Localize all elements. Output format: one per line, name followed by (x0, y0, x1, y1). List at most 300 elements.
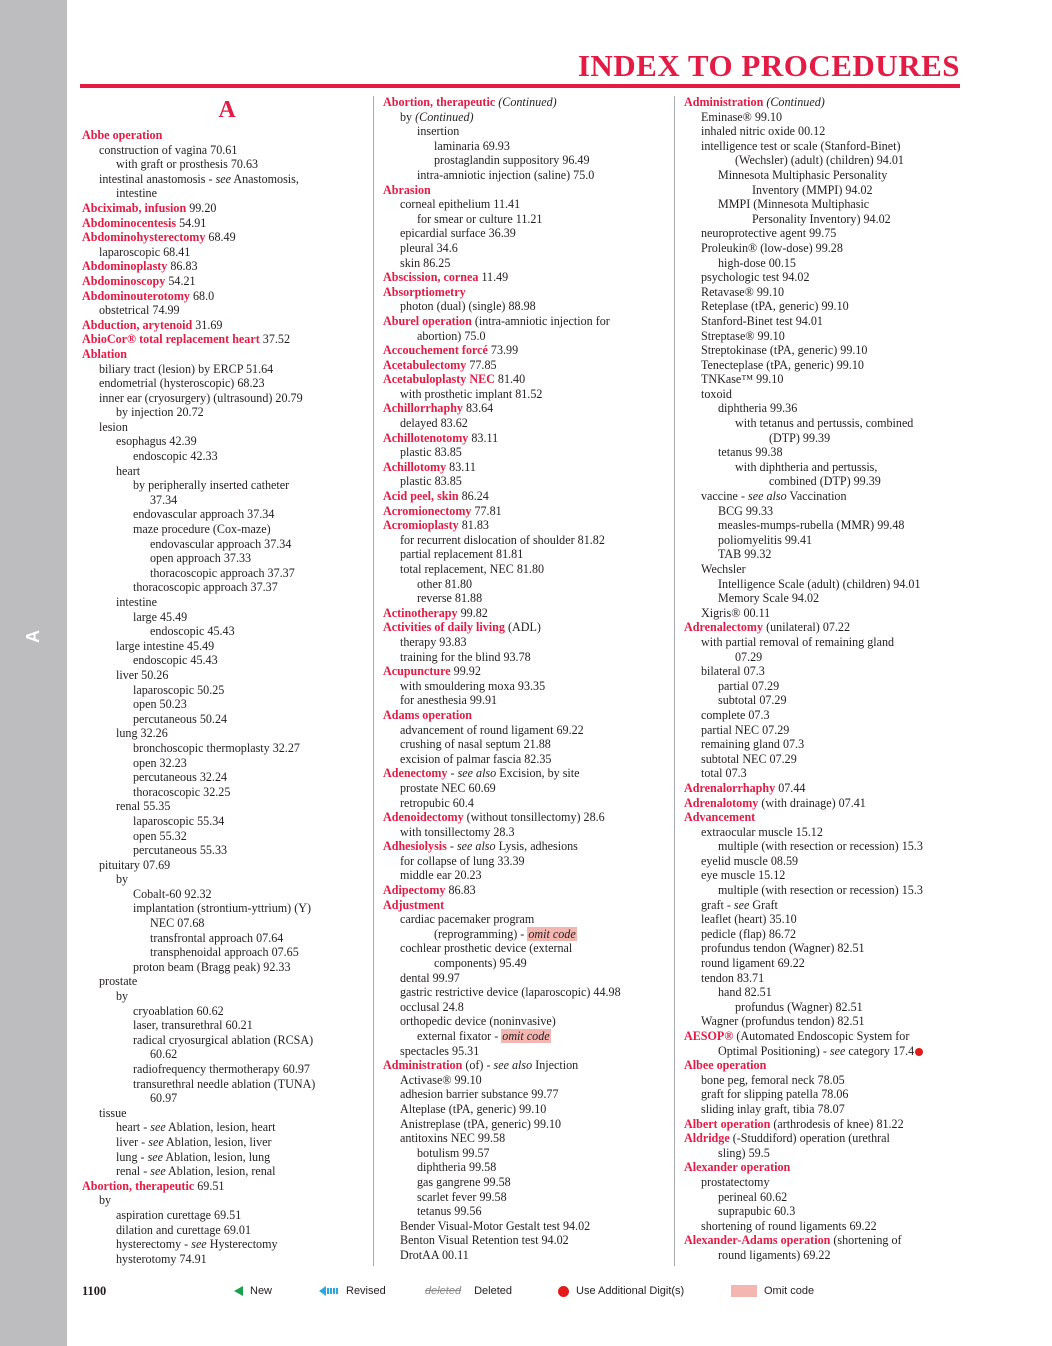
entry-text: Memory Scale 94.02 (718, 591, 820, 606)
entry-text: cardiac pacemaker program (400, 912, 535, 927)
entry-text: (without tonsillectomy) 28.6 (463, 810, 605, 825)
index-subterm (383, 825, 671, 840)
index-main-term (684, 1233, 974, 1248)
entry-text: Ablation, lesion, liver (163, 1134, 272, 1149)
index-subterm (82, 1150, 372, 1165)
entry-text: by (400, 109, 416, 124)
term-label: Achillotomy (383, 459, 447, 474)
index-subterm (82, 143, 372, 158)
index-main-term (383, 401, 671, 416)
index-subterm (82, 653, 372, 668)
cross-reference-label: see (191, 1237, 207, 1252)
term-label: Achillotenotomy (383, 430, 469, 445)
index-main-term (383, 518, 671, 533)
cross-reference-label: see also (456, 839, 496, 854)
entry-text: for collapse of lung 33.39 (400, 853, 525, 868)
entry-text: Anastomosis, (231, 171, 299, 186)
entry-text: renal - (116, 1164, 151, 1179)
entry-text: laser, transurethral 60.21 (133, 1018, 253, 1033)
cross-reference-label: see (150, 1120, 166, 1135)
entry-text: complete 07.3 (701, 707, 770, 722)
term-label: Adenoidectomy (383, 810, 464, 825)
index-subterm (82, 989, 372, 1004)
entry-text: total replacement, NEC 81.80 (400, 562, 545, 576)
entry-text: Alteplase (tPA, generic) 99.10 (400, 1101, 547, 1116)
entry-text: shortening of round ligaments 69.22 (701, 1218, 877, 1233)
entry-text: with smouldering moxa 93.35 (400, 678, 546, 693)
index-main-term (82, 332, 372, 347)
index-subterm (684, 723, 974, 738)
entry-text: Xigris® 00.11 (701, 605, 771, 620)
index-subterm (684, 693, 974, 708)
index-subterm (383, 577, 671, 592)
index-subterm (383, 416, 671, 431)
index-subterm (383, 1233, 671, 1248)
index-subterm (82, 843, 372, 858)
index-subterm (684, 460, 974, 475)
index-subterm (684, 489, 974, 504)
entry-text: antitoxins NEC 99.58 (400, 1131, 506, 1146)
entry-text: multiple (with resection or recession) 15.3 (718, 839, 923, 854)
entry-text: measles-mumps-rubella (MMR) 99.48 (718, 518, 905, 533)
index-subterm (82, 1106, 372, 1121)
entry-text: (unilateral) 07.22 (763, 620, 851, 635)
entry-text: high-dose 00.15 (718, 255, 796, 270)
revised-arrow-icon (319, 1286, 339, 1296)
index-main-term (383, 708, 671, 723)
term-label: Albee operation (684, 1058, 767, 1073)
entry-text: DrotAA 00.11 (400, 1247, 469, 1262)
entry-text: pleural 34.6 (400, 240, 458, 255)
index-subterm (684, 1014, 974, 1029)
index-subterm (383, 445, 671, 460)
entry-text: multiple (with resection or recession) 15.3 (718, 883, 923, 898)
index-subterm (684, 256, 974, 271)
entry-text: tetanus 99.38 (718, 445, 783, 460)
index-subterm (684, 679, 974, 694)
entry-text: transurethral needle ablation (TUNA) (133, 1076, 316, 1091)
entry-text: cryoablation 60.62 (133, 1003, 224, 1018)
entry-text: vaccine - (701, 489, 748, 504)
index-subterm (82, 799, 372, 814)
index-subterm (82, 391, 372, 406)
index-subterm (684, 1146, 974, 1161)
index-subterm (82, 1004, 372, 1019)
index-subterm (82, 537, 372, 552)
index-subterm (383, 1248, 671, 1263)
entry-text: 81.40 (494, 372, 526, 387)
index-subterm (383, 1146, 671, 1161)
entry-text: tissue (99, 1105, 127, 1120)
index-subterm (82, 507, 372, 522)
entry-text: partial replacement 81.81 (400, 547, 524, 562)
entry-text: 69.51 (194, 1178, 225, 1193)
index-subterm (684, 1204, 974, 1219)
entry-text: liver 50.26 (116, 667, 169, 682)
entry-text: Ablation, lesion, heart (165, 1120, 276, 1135)
entry-text: by (99, 1193, 112, 1208)
entry-text: Graft (749, 897, 778, 912)
index-subterm (82, 1062, 372, 1077)
additional-digit-dot-icon (915, 1048, 923, 1056)
entry-text: (ADL) (504, 620, 541, 635)
index-subterm (684, 226, 974, 241)
index-main-term (684, 1117, 974, 1132)
entry-text: 86.83 (445, 883, 476, 898)
index-subterm (383, 1175, 671, 1190)
index-subterm (82, 566, 372, 581)
entry-text: by injection 20.72 (116, 405, 204, 420)
index-subterm (684, 1248, 974, 1263)
entry-text: corneal epithelium 11.41 (400, 197, 521, 212)
entry-text: intestine (116, 595, 157, 609)
term-label: Adams operation (383, 707, 473, 722)
entry-text: Streptokinase (tPA, generic) 99.10 (701, 343, 868, 358)
index-subterm (684, 971, 974, 986)
cross-reference-label: see (147, 1149, 164, 1164)
entry-text: (DTP) 99.39 (769, 430, 831, 445)
index-subterm (383, 1087, 671, 1102)
term-label: Adrenalorrhaphy (684, 780, 776, 795)
entry-text: partial 07.29 (718, 678, 780, 693)
entry-text: proton beam (Bragg peak) 92.33 (133, 959, 291, 974)
index-column-2 (383, 95, 671, 1263)
index-subterm (82, 449, 372, 464)
entry-text: 60.97 (150, 1091, 178, 1106)
index-main-term (383, 620, 671, 635)
entry-text: dental 99.97 (400, 970, 460, 985)
term-label: Abortion, therapeutic (383, 95, 496, 109)
index-subterm (383, 591, 671, 606)
additional-digit-dot-icon (558, 1286, 569, 1297)
term-label: Abscission, cornea (383, 270, 479, 285)
index-main-term (383, 183, 671, 198)
entry-text: gas gangrene 99.58 (417, 1174, 511, 1189)
entry-text: biliary tract (lesion) by ERCP 51.64 (99, 361, 274, 376)
entry-text: 37.34 (150, 492, 178, 507)
entry-text: insertion (417, 124, 460, 139)
omit-code-label: omit code (528, 926, 576, 941)
term-label: Abbe operation (82, 128, 163, 142)
entry-text: Excision, by site (496, 766, 580, 781)
index-subterm (684, 708, 974, 723)
index-subterm (82, 1033, 372, 1048)
entry-text: percutaneous 55.33 (133, 843, 228, 858)
index-main-term (82, 201, 372, 216)
index-subterm (684, 372, 974, 387)
index-subterm (82, 1193, 372, 1208)
index-main-term (82, 347, 372, 362)
entry-text: maze procedure (Cox-maze) (133, 522, 271, 537)
index-main-term (684, 1160, 974, 1175)
index-subterm (82, 1018, 372, 1033)
index-subterm (684, 1000, 974, 1015)
entry-text: BCG 99.33 (718, 503, 774, 518)
entry-text: psychologic test 94.02 (701, 270, 810, 285)
index-main-term (684, 1058, 974, 1073)
section-letter: A (218, 97, 236, 123)
index-subterm (82, 1237, 372, 1252)
index-subterm (383, 241, 671, 256)
index-subterm (684, 577, 974, 592)
index-subterm (383, 139, 671, 154)
index-subterm (684, 474, 974, 489)
term-label: Activities of daily living (383, 620, 505, 635)
index-subterm (82, 639, 372, 654)
index-main-term (684, 1029, 974, 1044)
index-subterm (82, 960, 372, 975)
index-subterm (383, 912, 671, 927)
entry-text: reverse 81.88 (417, 591, 483, 606)
term-label: Abduction, arytenoid (82, 317, 193, 332)
term-label: Abdominocentesis (82, 215, 177, 230)
index-column-3 (684, 95, 974, 1263)
entry-text: total 07.3 (701, 766, 747, 781)
index-subterm (82, 712, 372, 727)
term-label: Administration (684, 95, 764, 109)
index-main-term (82, 216, 372, 231)
index-subterm (383, 1029, 671, 1044)
index-subterm (684, 401, 974, 416)
index-subterm (684, 737, 974, 752)
index-subterm (383, 1117, 671, 1132)
entry-text: with graft or prosthesis 70.63 (116, 157, 259, 172)
index-subterm (684, 212, 974, 227)
entry-text: poliomyelitis 99.41 (718, 532, 813, 547)
entry-text: remaining gland 07.3 (701, 737, 805, 752)
index-subterm (82, 726, 372, 741)
term-label: Actinotherapy (383, 605, 458, 620)
entry-text: bone peg, femoral neck 78.05 (701, 1072, 845, 1087)
entry-text: round ligaments) 69.22 (718, 1247, 831, 1262)
entry-text: 83.64 (462, 401, 494, 416)
entry-text: category 17.4 (845, 1043, 915, 1058)
index-main-term (684, 620, 974, 635)
cross-reference-label: see (215, 171, 232, 186)
entry-text: leaflet (heart) 35.10 (701, 912, 797, 927)
term-label: Aburel operation (383, 313, 472, 328)
entry-text: Personality Inventory) 94.02 (752, 211, 891, 226)
legend-new (234, 1285, 272, 1297)
entry-text: 99.92 (450, 664, 481, 679)
index-subterm (383, 679, 671, 694)
index-subterm (383, 533, 671, 548)
entry-text: training for the blind 93.78 (400, 649, 531, 664)
index-subterm (383, 387, 671, 402)
entry-text: endoscopic 45.43 (133, 653, 218, 668)
term-label: Adrenalectomy (684, 620, 764, 635)
index-subterm (684, 387, 974, 402)
entry-text: delayed 83.62 (400, 416, 468, 431)
index-subterm (684, 343, 974, 358)
index-subterm (684, 416, 974, 431)
index-subterm (82, 172, 372, 187)
index-subterm (684, 110, 974, 125)
entry-text: 77.85 (466, 357, 497, 372)
title-rule (80, 84, 960, 88)
entry-text: open 32.23 (133, 755, 187, 770)
index-subterm (82, 434, 372, 449)
entry-text: graft for slipping patella 78.06 (701, 1087, 849, 1102)
index-subterm (684, 445, 974, 460)
new-triangle-icon (234, 1286, 243, 1296)
index-subterm (684, 1102, 974, 1117)
entry-text: prostatectomy (701, 1174, 770, 1189)
entry-text: adhesion barrier substance 99.77 (400, 1087, 559, 1102)
index-main-term (82, 318, 372, 333)
term-label: Abdominoplasty (82, 259, 168, 274)
index-subterm (82, 1120, 372, 1135)
page-number: 1100 (82, 1284, 107, 1298)
entry-text: plastic 83.85 (400, 445, 462, 460)
index-subterm (383, 329, 671, 344)
entry-text: therapy 93.83 (400, 634, 467, 649)
entry-text: botulism 99.57 (417, 1145, 490, 1160)
entry-text: 77.81 (471, 503, 502, 518)
entry-text: heart - (116, 1120, 151, 1135)
cross-reference-label: see also (457, 766, 497, 781)
entry-text: bilateral 07.3 (701, 664, 765, 679)
entry-text: Injection (532, 1058, 579, 1073)
entry-text: Wechsler (701, 562, 746, 576)
entry-text: Minnesota Multiphasic Personality (718, 167, 888, 182)
index-subterm (684, 533, 974, 548)
entry-text: laparoscopic 50.25 (133, 682, 225, 697)
entry-text: partial NEC 07.29 (701, 722, 790, 737)
index-subterm (684, 314, 974, 329)
entry-text: obstetrical 74.99 (99, 303, 180, 318)
entry-text: hysterotomy 74.91 (116, 1251, 207, 1266)
index-subterm (82, 1091, 372, 1106)
entry-text: photon (dual) (single) 88.98 (400, 299, 536, 314)
index-subterm (82, 756, 372, 771)
entry-text: Cobalt-60 92.32 (133, 886, 212, 901)
index-subterm (684, 358, 974, 373)
entry-text: 07.29 (735, 649, 763, 664)
entry-text: Proleukin® (low-dose) 99.28 (701, 240, 843, 255)
entry-text: 73.99 (487, 343, 519, 358)
entry-text: diphtheria 99.36 (718, 401, 798, 416)
index-subterm (82, 551, 372, 566)
index-main-term (82, 230, 372, 245)
entry-text: diphtheria 99.58 (417, 1160, 497, 1175)
index-main-term (383, 664, 671, 679)
entry-text: percutaneous 50.24 (133, 711, 228, 726)
entry-text: (arthrodesis of knee) 81.22 (770, 1116, 904, 1131)
index-subterm (383, 1102, 671, 1117)
term-label: Adipectomy (383, 883, 446, 898)
index-main-term (383, 839, 671, 854)
entry-text: open 50.23 (133, 697, 187, 712)
index-subterm (383, 212, 671, 227)
term-label: Aldridge (684, 1131, 730, 1146)
column-divider (373, 96, 374, 1266)
index-subterm (383, 693, 671, 708)
index-subterm (684, 1087, 974, 1102)
entry-text: thoracoscopic approach 37.37 (150, 565, 295, 580)
index-subterm (82, 493, 372, 508)
index-subterm (82, 580, 372, 595)
entry-text: with tetanus and pertussis, combined (735, 416, 914, 431)
entry-text: 68.0 (189, 288, 215, 303)
entry-text: Hysterectomy (206, 1237, 278, 1252)
entry-text: Retavase® 99.10 (701, 284, 785, 299)
entry-text: combined (DTP) 99.39 (769, 474, 881, 489)
index-subterm (383, 1160, 671, 1175)
index-subterm (383, 854, 671, 869)
index-subterm (684, 839, 974, 854)
index-subterm (684, 927, 974, 942)
index-subterm (82, 1047, 372, 1062)
index-subterm (82, 595, 372, 610)
index-subterm (684, 285, 974, 300)
entry-text: (Automated Endoscopic System for (733, 1029, 910, 1043)
entry-text: 60.62 (150, 1047, 178, 1062)
index-subterm (82, 974, 372, 989)
term-label: Abdominoscopy (82, 273, 166, 288)
entry-text: subtotal 07.29 (718, 693, 787, 708)
entry-text: scarlet fever 99.58 (417, 1189, 507, 1204)
index-subterm (383, 781, 671, 796)
index-subterm (383, 956, 671, 971)
entry-text: prostate NEC 60.69 (400, 780, 496, 795)
index-subterm (383, 1219, 671, 1234)
entry-text: thoracoscopic 32.25 (133, 784, 231, 799)
entry-text: Anistreplase (tPA, generic) 99.10 (400, 1116, 562, 1131)
index-subterm (684, 1190, 974, 1205)
cross-reference-label: see (148, 1134, 164, 1149)
index-main-term (383, 314, 671, 329)
index-subterm (82, 931, 372, 946)
index-subterm (82, 624, 372, 639)
legend-deleted-label: Deleted (474, 1285, 513, 1297)
index-main-term (383, 460, 671, 475)
entry-text: (-Studdiford) operation (urethral (729, 1131, 890, 1146)
index-subterm (684, 606, 974, 621)
entry-text: (Wechsler) (adult) (children) 94.01 (735, 153, 904, 168)
entry-text: Vaccination (786, 489, 847, 504)
term-label: Adrenalotomy (684, 795, 759, 810)
entry-text: endoscopic 42.33 (133, 449, 218, 464)
entry-text: skin 86.25 (400, 255, 451, 270)
cross-reference-label: see (150, 1164, 166, 1179)
entry-text: NEC 07.68 (150, 916, 205, 931)
index-subterm (82, 405, 372, 420)
index-subterm (82, 303, 372, 318)
entry-text: profundus (Wagner) 82.51 (735, 999, 863, 1014)
term-label: Alexander operation (684, 1160, 791, 1175)
entry-text: Eminase® 99.10 (701, 109, 783, 124)
entry-text: large 45.49 (133, 609, 188, 624)
entry-text: (shortening of (830, 1233, 902, 1248)
cross-reference-label: (Continued) (415, 109, 474, 124)
index-main-term (383, 95, 671, 110)
legend-omit-code-label: Omit code (764, 1285, 815, 1297)
term-label: Administration (383, 1058, 463, 1073)
entry-text: 37.52 (259, 332, 290, 347)
entry-text: - (446, 839, 457, 854)
index-subterm (82, 770, 372, 785)
entry-text: advancement of round ligament 69.22 (400, 722, 584, 737)
entry-text: plastic 83.85 (400, 474, 462, 489)
entry-text: with diphtheria and pertussis, (735, 459, 878, 474)
index-subterm (82, 887, 372, 902)
entry-text: crushing of nasal septum 21.88 (400, 737, 551, 752)
index-subterm (383, 650, 671, 665)
entry-text: 83.11 (446, 459, 476, 474)
index-subterm (383, 1131, 671, 1146)
index-subterm (383, 168, 671, 183)
